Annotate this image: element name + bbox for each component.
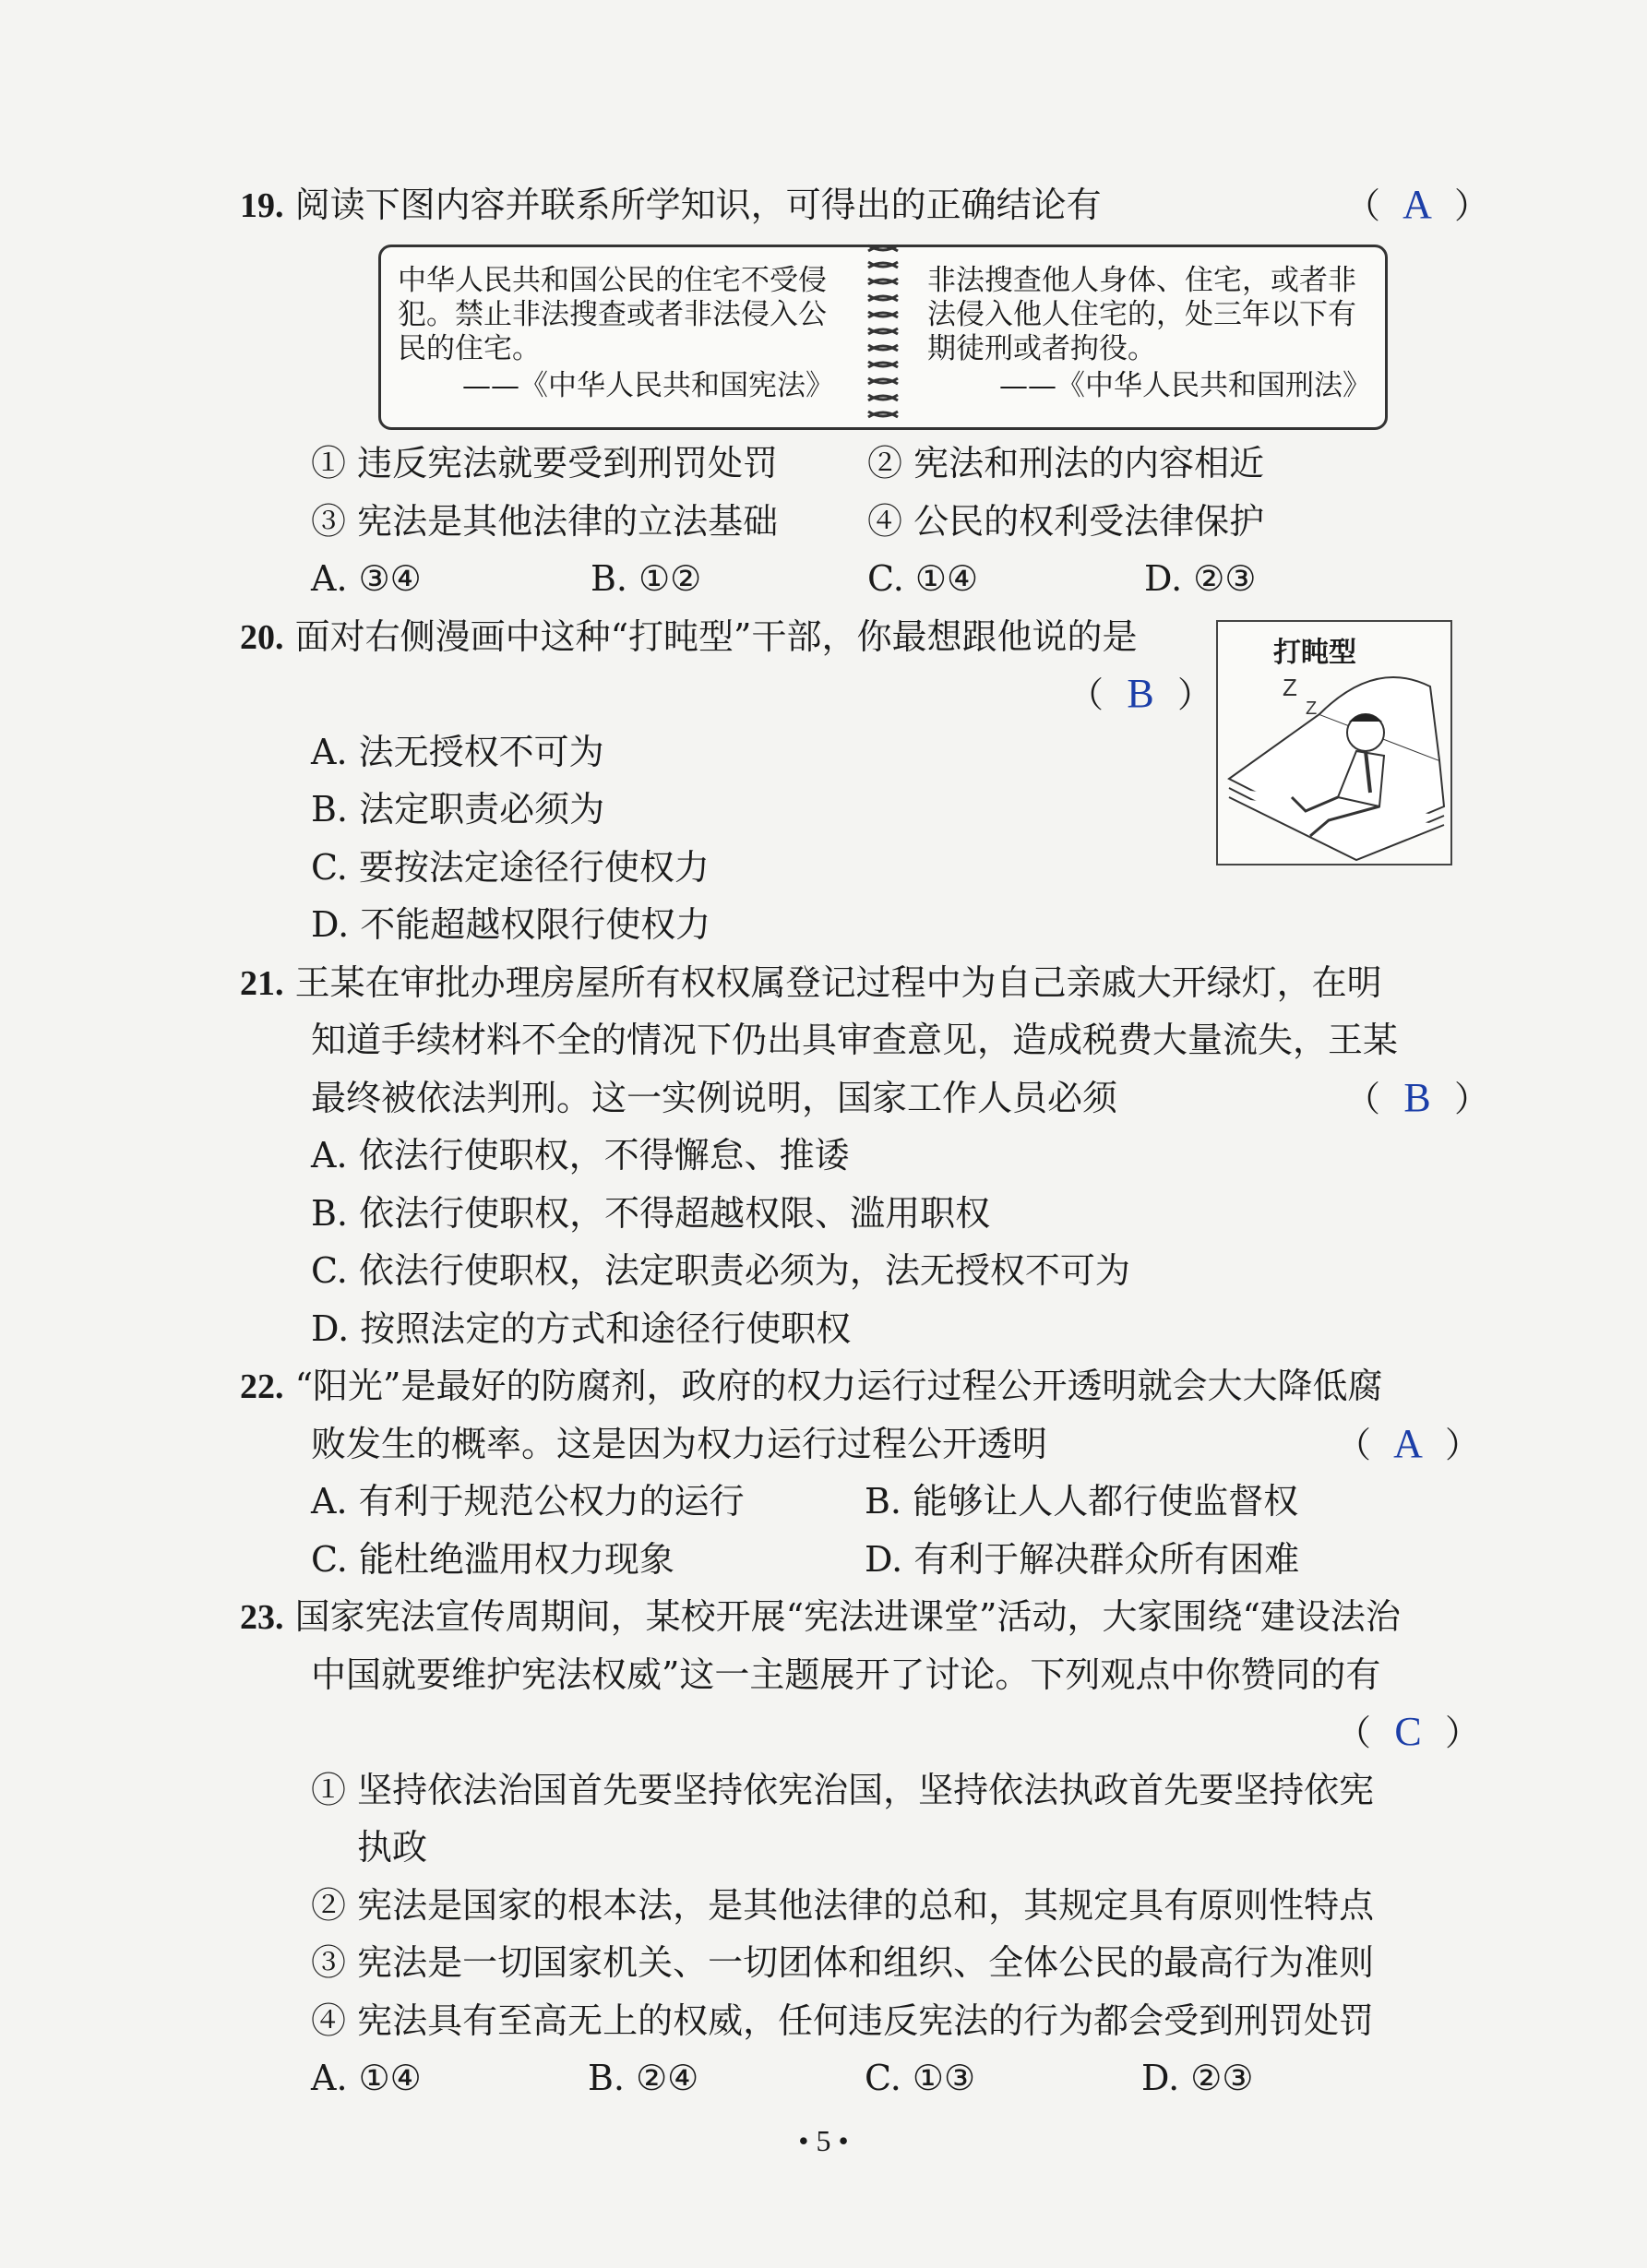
question-19-stem [240,182,1102,229]
question-text: 阅读下图内容并联系所学知识，可得出的正确结论有 [294,185,1102,225]
criminal-law-citation: ——《中华人民共和国刑法》 [999,369,1371,402]
option-a: A. 法无授权不可为 [311,732,604,772]
statement-4: ④ 宪法具有至高无上的权威，任何违反宪法的行为都会受到刑罚处罚 [311,2000,1375,2041]
statement-2: ② 宪法是国家的根本法，是其他法律的总和，其规定具有原则性特点 [311,1885,1375,1926]
svg-text:Z: Z [1283,674,1297,701]
question-text: 国家宪法宣传周期间，某校开展“宪法进课堂”活动，大家围绕“建设法治 [294,1596,1401,1637]
criminal-law-excerpt: 非法搜查他人身体、住宅，或者非法侵入他人住宅的，处三年以下有期徒刑或者拘役。 [927,264,1356,365]
svg-text:Z: Z [1306,698,1318,719]
question-number: 22. [240,1367,284,1406]
question-23-stem [240,1594,1401,1641]
question-text: 中国就要维护宪法权威”这一主题展开了讨论。下列观点中你赞同的有 [311,1654,1381,1695]
answer-bracket-20: （ B ） [1068,671,1213,716]
option-a: A. 依法行使职权，不得懈怠、推诿 [311,1135,850,1176]
question-number: 23. [240,1598,284,1637]
statement-3: ③ 宪法是一切国家机关、一切团体和组织、全体公民的最高行为准则 [311,1942,1375,1983]
question-number: 19. [240,186,284,225]
option-c: C. ①④ [867,558,979,599]
option-a: A. 有利于规范公权力的运行 [311,1481,745,1522]
cartoon-title: 打盹型 [1273,637,1356,669]
statement-4: ④ 公民的权利受法律保护 [867,501,1265,542]
option-c: C. 依法行使职权，法定职责必须为，法无授权不可为 [311,1250,1130,1291]
statement-3: ③ 宪法是其他法律的立法基础 [311,501,779,542]
option-a: A. ③④ [311,558,422,599]
option-d: D. ②③ [1141,2058,1254,2098]
sleeping-official-icon [1218,622,1450,864]
answer-bracket-23: （ C ） [1336,1709,1481,1754]
statement-1: ① 坚持依法治国首先要坚持依宪治国，坚持依法执政首先要坚持依宪 [311,1770,1375,1810]
option-b: B. ①② [591,558,702,599]
legal-excerpt-box [378,245,1388,430]
statement-1: ① 违反宪法就要受到刑罚处罚 [311,443,779,483]
answer-bracket-22: （ A ） [1336,1421,1481,1466]
question-number: 20. [240,618,284,657]
binding-spine-icon [861,238,905,436]
cartoon-image [1216,620,1452,865]
statement-2: ② 宪法和刑法的内容相近 [867,443,1265,483]
option-b: B. 法定职责必须为 [311,789,605,830]
page-number: • 5 • [798,2124,849,2157]
answer-bracket-21: （ B ） [1345,1075,1490,1120]
statement-1-continued: 执政 [357,1827,428,1868]
option-d: D. 按照法定的方式和途径行使职权 [311,1308,852,1349]
answer-letter: A [1402,182,1432,227]
option-d: D. ②③ [1144,558,1257,599]
answer-letter: B [1127,671,1154,716]
question-text: 最终被依法判刑。这一实例说明，国家工作人员必须 [311,1078,1118,1118]
constitution-excerpt: 中华人民共和国公民的住宅不受侵犯。禁止非法搜查或者非法侵入公民的住宅。 [398,264,827,365]
option-a: A. ①④ [311,2058,422,2098]
answer-bracket-19: （ A ） [1345,182,1490,227]
answer-letter: C [1394,1709,1422,1754]
answer-letter: B [1403,1075,1431,1120]
option-b: B. 能够让人人都行使监督权 [865,1481,1299,1522]
option-c: C. ①③ [865,2058,976,2098]
question-text: 王某在审批办理房屋所有权权属登记过程中为自己亲戚大开绿灯，在明 [294,962,1382,1003]
option-c: C. 要按法定途径行使权力 [311,847,710,888]
option-b: B. ②④ [588,2058,699,2098]
constitution-citation: ——《中华人民共和国宪法》 [462,369,834,402]
question-text: 知道手续材料不全的情况下仍出具审查意见，造成税费大量流失，王某 [311,1020,1399,1060]
question-21-stem [240,960,1382,1007]
question-text: 面对右侧漫画中这种“打盹型”干部，你最想跟他说的是 [294,616,1138,657]
option-d: D. 有利于解决群众所有困难 [865,1539,1300,1580]
question-22-stem [240,1363,1382,1410]
question-number: 21. [240,964,284,1003]
question-20-stem [240,614,1137,661]
question-text: “阳光”是最好的防腐剂，政府的权力运行过程公开透明就会大大降低腐 [294,1366,1383,1406]
question-text: 败发生的概率。这是因为权力运行过程公开透明 [311,1424,1048,1464]
option-b: B. 依法行使职权，不得超越权限、滥用职权 [311,1193,991,1234]
answer-letter: A [1393,1421,1423,1466]
option-c: C. 能杜绝滥用权力现象 [311,1539,674,1580]
option-d: D. 不能超越权限行使权力 [311,904,711,945]
